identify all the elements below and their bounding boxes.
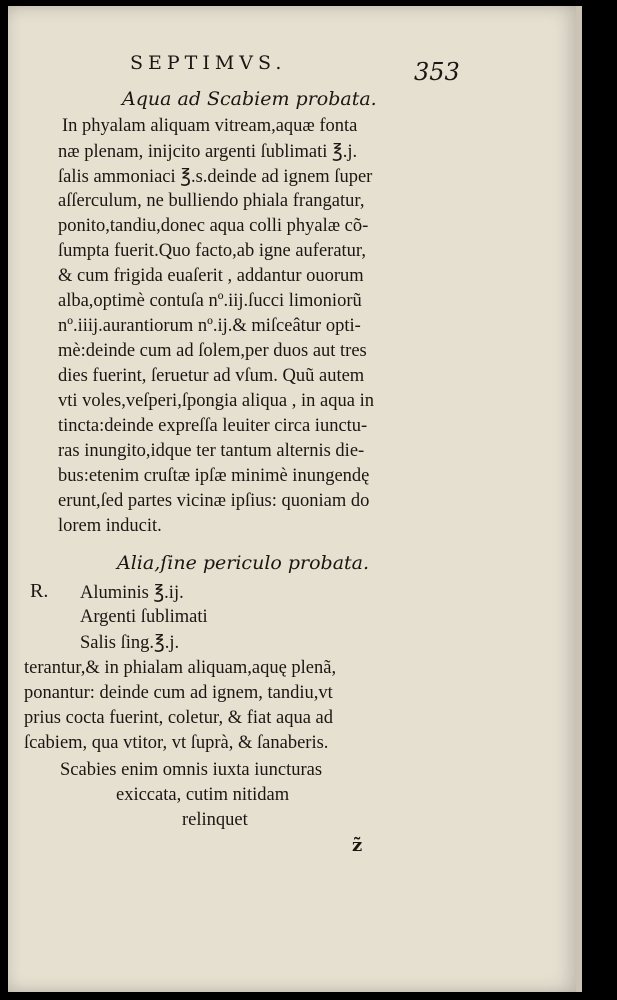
text-line: dies fuerint, ſeruetur ad vſum. Quũ autem: [58, 366, 365, 386]
text-line: terantur,& in phialam aliquam,aquę plenã,: [24, 658, 337, 678]
text-line: næ plenam, inijcito argenti ſublimati ℥.j.: [58, 142, 358, 162]
ingredient-line: Salis ſing.℥.j.: [80, 633, 180, 653]
signature-mark: z̃: [352, 835, 363, 856]
text-line: tincta:deinde expreſſa leuiter circa iunctu-: [58, 416, 368, 436]
text-line: & cum frigida euaſerit , addantur ouorum: [58, 266, 364, 286]
text-line: In phyalam aliquam vitream,aquæ fonta: [62, 116, 358, 136]
closing-line: Scabies enim omnis iuxta iuncturas: [60, 760, 323, 780]
closing-line: relinquet: [182, 810, 248, 830]
text-line: ſumpta fuerit.Quo facto,ab igne auferatur,: [58, 241, 366, 261]
closing-line: exiccata, cutim nitidam: [116, 785, 290, 805]
text-line: vti voles,veſperi,ſpongia aliqua , in aqua in: [58, 391, 374, 411]
text-line: lorem inducit.: [58, 516, 162, 536]
text-line: aſſerculum, ne bulliendo phiala frangatur,: [58, 191, 365, 211]
text-line: mè:deinde cum ad ſolem,per duos aut tres: [58, 341, 367, 361]
ingredient-line: Argenti ſublimati: [80, 607, 208, 627]
page-edge: [576, 6, 582, 992]
page-number: 353: [414, 58, 460, 86]
running-head: SEPTIMVS.: [130, 52, 287, 74]
text-line: ponantur: deinde cum ad ignem, tandiu,vt: [24, 683, 333, 703]
text-line: bus:etenim cruſtæ ipſæ minimè inungendę: [58, 466, 370, 486]
text-line: ſcabiem, qua vtitor, vt ſuprà, & ſanaberis.: [24, 733, 329, 753]
text-line: ponito,tandiu,donec aqua colli phyalæ cõ-: [58, 216, 369, 236]
recipe-mark: R.: [30, 580, 49, 602]
section-title-2: Alia,ſine periculo probata.: [117, 552, 370, 574]
text-line: alba,optimè contuſa nº.iij.ſucci limoniorũ: [58, 291, 362, 311]
text-line: ras inungito,idque ter tantum alternis die-: [58, 441, 365, 461]
text-line: prius cocta fuerint, coletur, & fiat aqua ad: [24, 708, 334, 728]
text-line: erunt,ſed partes vicinæ ipſius: quoniam do: [58, 491, 370, 511]
section-title-1: Aqua ad Scabiem probata.: [122, 88, 377, 110]
text-line: nº.iiij.aurantiorum nº.ij.& miſceâtur opti-: [58, 316, 361, 336]
text-line: ſalis ammoniaci ℥.s.deinde ad ignem ſuper: [58, 167, 373, 187]
ingredient-line: Aluminis ℥.ij.: [80, 583, 184, 603]
